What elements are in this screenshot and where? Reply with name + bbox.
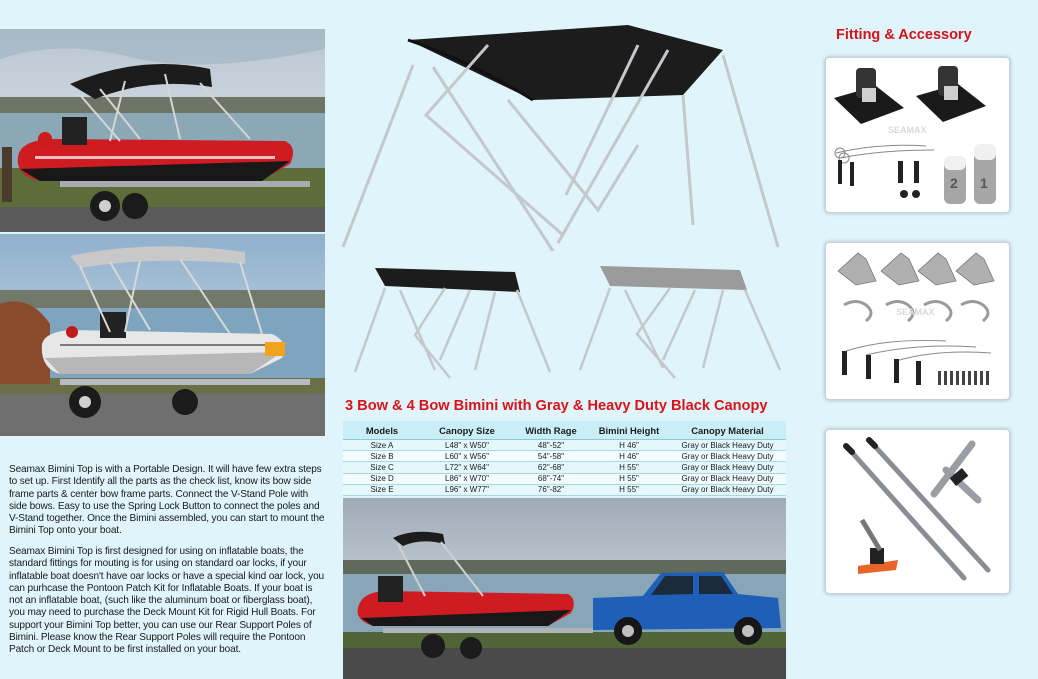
photo-truck-boat [343, 498, 786, 679]
cell-height: H 55" [589, 462, 669, 473]
description-paragraph-2: Seamax Bimini Top is first designed for using on inflatable boats, the standard fittings for mouting is for using on standard oar locks, if your inflatable boat doesn't have oar locks or have a special kind oar lock, you can purhcase the Pontoon Patch Kit for Inflatable Boats. If your boat is not an inflatable boat, (such like the aluminum boat or fiberglass boat), you may need to purchase the Deck Mount Kit for Rigid Hull Boats. For support your Bimini Top better, you can use our Rear Support Poles of Bimini. Please know the Rear Support Poles will require the Pontoon Patch or Deck Mount to be first installed on your boat. [9, 546, 324, 656]
cell-material: Gray or Black Heavy Duty [669, 440, 786, 451]
cell-height: H 46" [589, 451, 669, 462]
header-bimini-height: Bimini Height [589, 421, 669, 440]
cell-model: Size A [343, 440, 421, 451]
accessory-title: Fitting & Accessory [836, 27, 972, 43]
cell-height: H 46" [589, 440, 669, 451]
cell-height: H 55" [589, 484, 669, 495]
header-models: Models [343, 421, 421, 440]
header-canopy-size: Canopy Size [421, 421, 513, 440]
watermark: SEAMAX [888, 125, 927, 135]
cell-canopy-size: L86" x W70" [421, 473, 513, 484]
accessory-panel-mounts [825, 57, 1010, 213]
cell-canopy-size: L60" x W56" [421, 451, 513, 462]
cell-width-range: 76"-82" [513, 484, 589, 495]
table-row [343, 484, 786, 495]
bimini-3bow-black-image [345, 260, 555, 390]
table-row [343, 451, 786, 462]
header-canopy-material: Canopy Material [669, 421, 786, 440]
table-row [343, 462, 786, 473]
cell-material: Gray or Black Heavy Duty [669, 462, 786, 473]
cell-canopy-size: L96" x W77" [421, 484, 513, 495]
photo-gray-boat [0, 234, 325, 436]
cell-model: Size E [343, 484, 421, 495]
cell-width-range: 68"-74" [513, 473, 589, 484]
table-row [343, 473, 786, 484]
cell-model: Size D [343, 473, 421, 484]
description-paragraph-1: Seamax Bimini Top is with a Portable Design. It will have few extra steps to set up. First Identify all the parts as the check list, know its bow side frame parts & center bow frame parts. Connect the V-Stand Pole with side bows. Easy to use the Spring Lock Button to connect the poles and V-Stand together. Once the Bimini assembled, you can start to mount the Bimini Top onto your boat. [9, 464, 325, 537]
bimini-3bow-gray-image [575, 258, 785, 388]
cell-material: Gray or Black Heavy Duty [669, 484, 786, 495]
product-headline: 3 Bow & 4 Bow Bimini with Gray & Heavy Duty Black Canopy [345, 398, 768, 414]
cell-canopy-size: L48" x W50" [421, 440, 513, 451]
header-width-range: Width Rage [513, 421, 589, 440]
accessory-panel-hinges [825, 242, 1010, 400]
cell-material: Gray or Black Heavy Duty [669, 473, 786, 484]
cell-canopy-size: L72" x W64" [421, 462, 513, 473]
bimini-4bow-image [338, 15, 788, 255]
cell-width-range: 48"-52" [513, 440, 589, 451]
accessory-panel-poles [825, 429, 1010, 594]
cell-width-range: 62"-68" [513, 462, 589, 473]
cell-width-range: 54"-58" [513, 451, 589, 462]
cup-label-1: 1 [980, 175, 988, 191]
table-row [343, 440, 786, 451]
cell-model: Size B [343, 451, 421, 462]
watermark: SEAMAX [896, 307, 935, 317]
cell-height: H 55" [589, 473, 669, 484]
cup-label-2: 2 [950, 175, 958, 191]
cell-material: Gray or Black Heavy Duty [669, 451, 786, 462]
cell-model: Size C [343, 462, 421, 473]
spec-table-header-row [343, 421, 786, 440]
spec-table [343, 421, 786, 496]
photo-red-boat [0, 29, 325, 232]
